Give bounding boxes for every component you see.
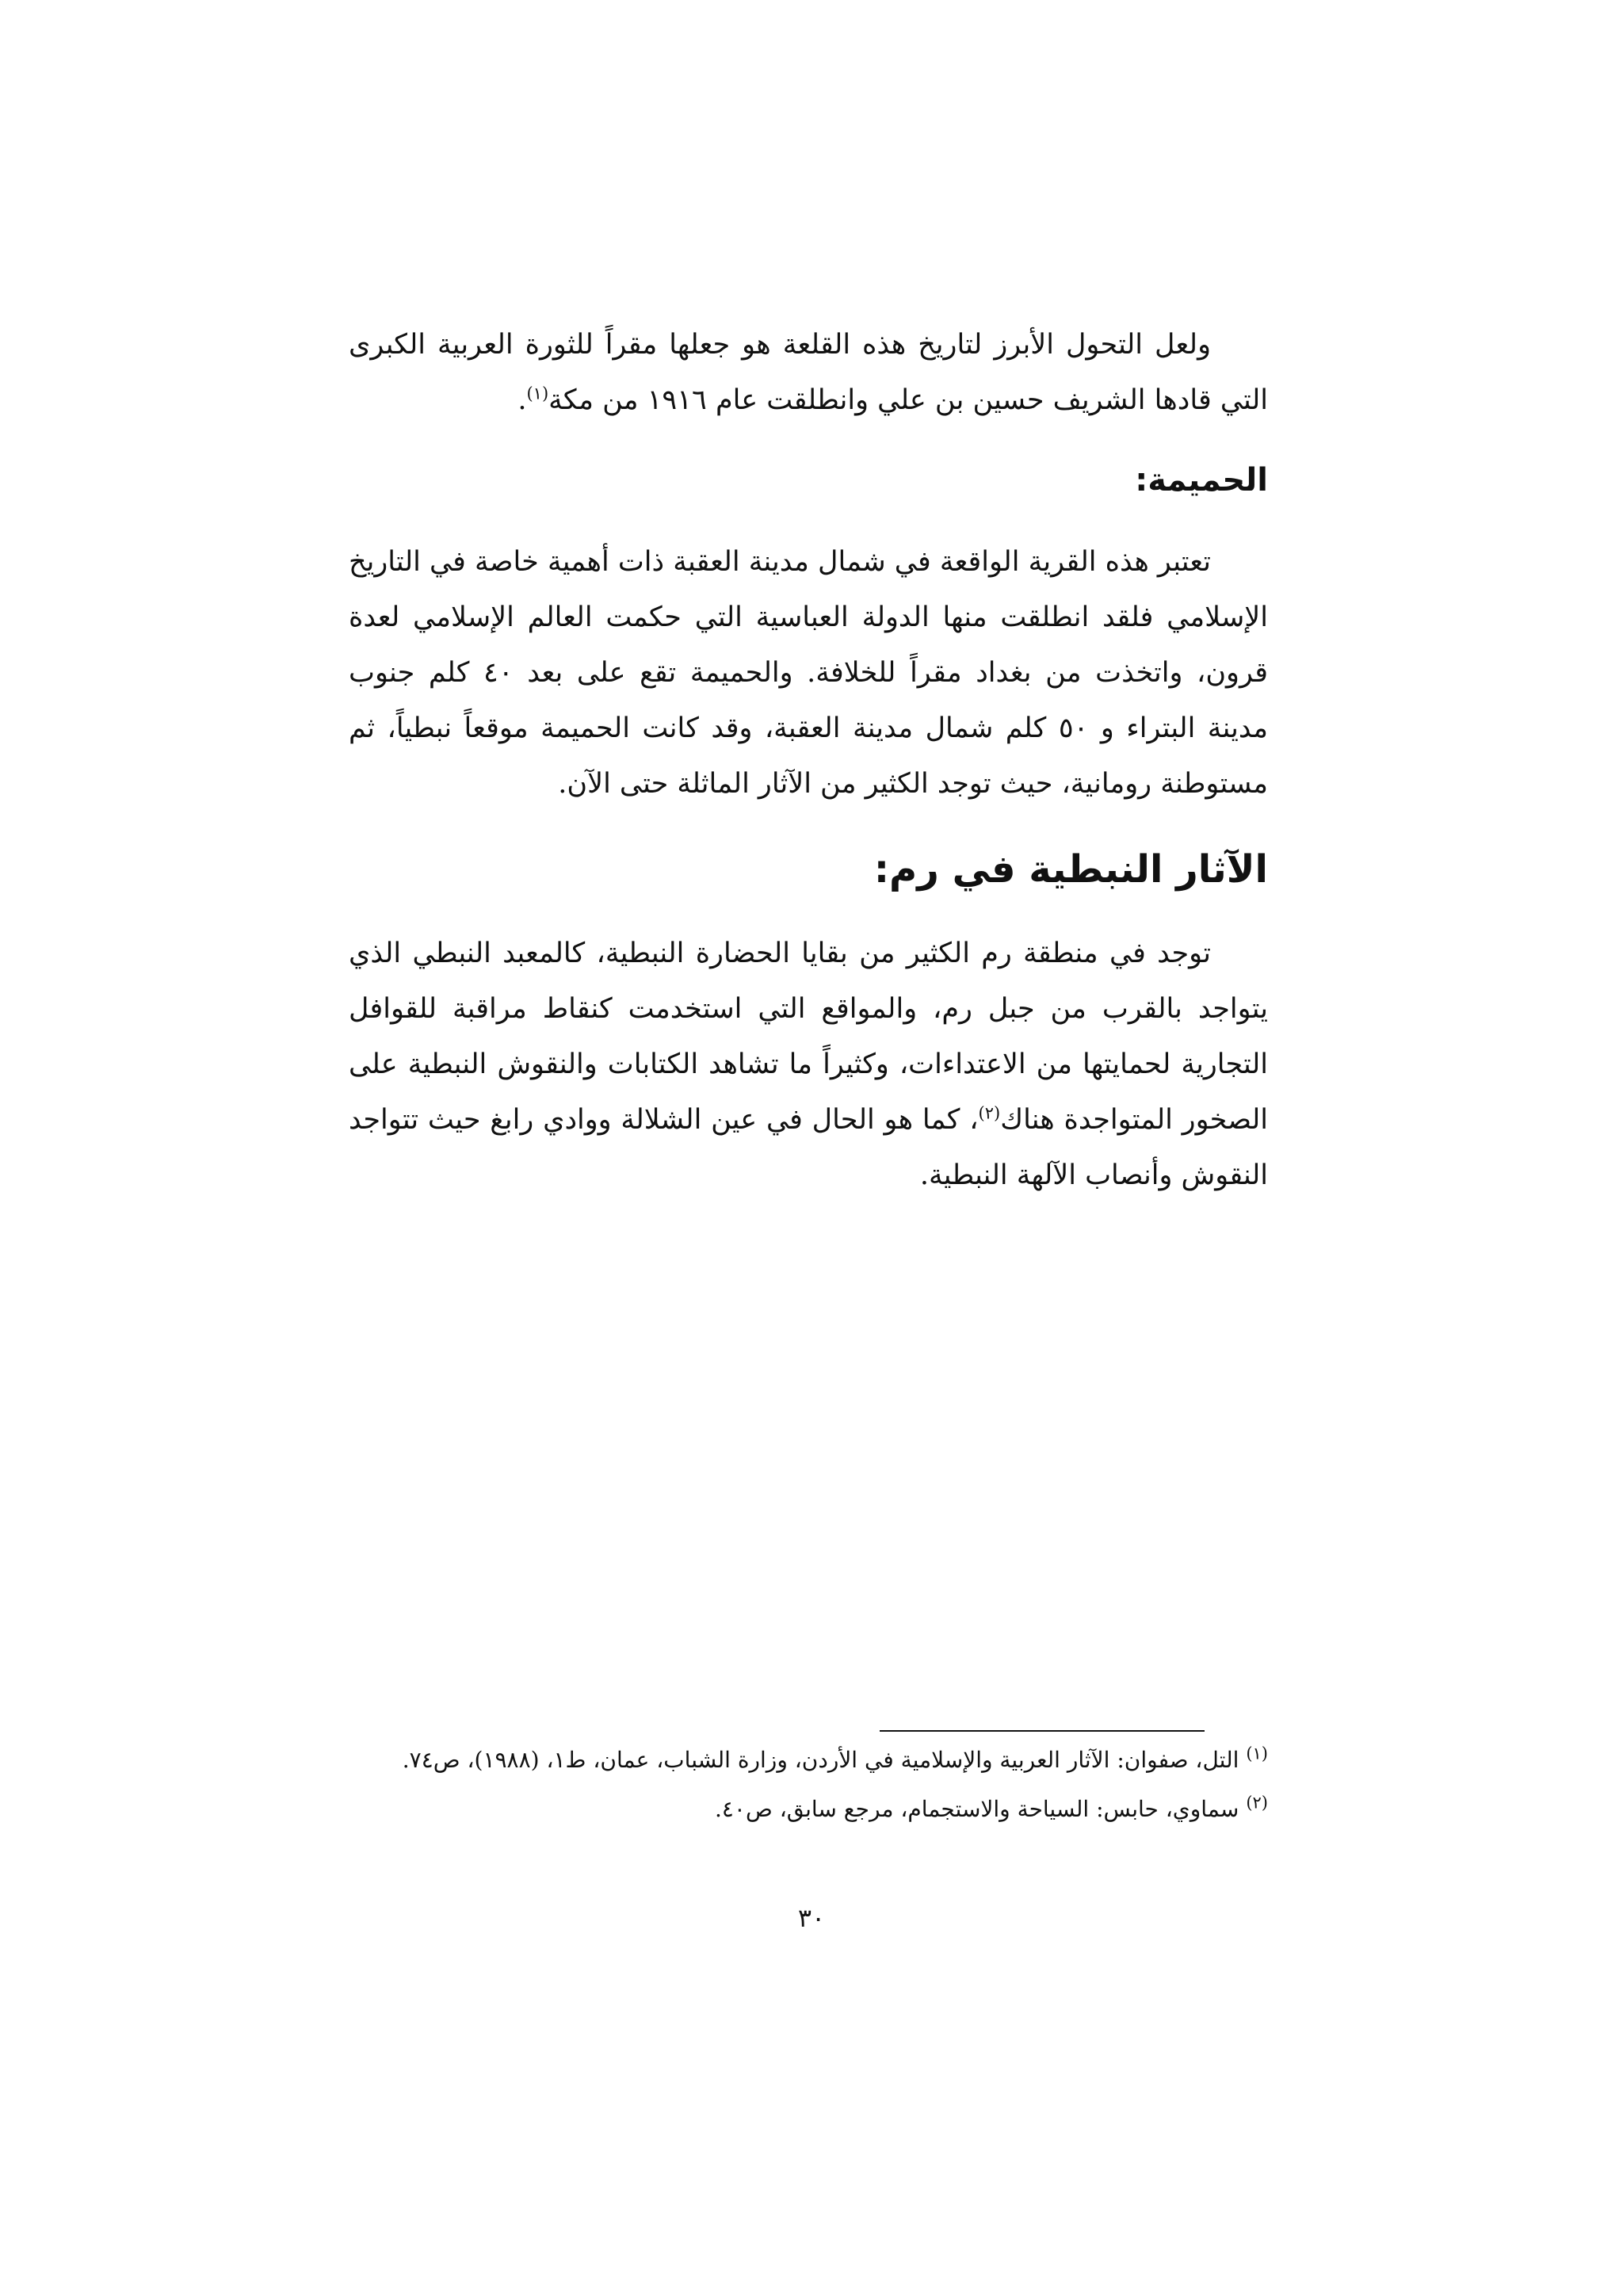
footnote-ref-1: (١) <box>526 384 549 403</box>
footnote-2 <box>349 1789 1268 1830</box>
page-body <box>349 317 1268 1203</box>
footnote-marker-2: (٢) <box>1246 1793 1268 1813</box>
paragraph-revolt-tail: . <box>517 384 527 416</box>
paragraph-nabataean <box>349 926 1268 1203</box>
footnote-1 <box>349 1740 1268 1781</box>
footnote-text-1: التل، صفوان: الآثار العربية والإسلامية في الأردن، وزارة الشباب، عمان، ط١، (١٩٨٨)، ص٧٤. <box>402 1747 1239 1773</box>
footnotes <box>349 1740 1268 1830</box>
footnote-divider <box>880 1730 1205 1732</box>
page-number: ٣٠ <box>797 1903 826 1933</box>
heading-humaima: الحميمة: <box>1135 462 1268 499</box>
footnote-text-2: سماوي، حابس: السياحة والاستجمام، مرجع سابق، ص٤٠. <box>714 1796 1239 1822</box>
paragraph-revolt-text: ولعل التحول الأبرز لتاريخ هذه القلعة هو جعلها مقراً للثورة العربية الكبرى التي قادها الشريف حسين بن علي وانطلقت عام ١٩١٦ من مكة <box>349 329 1268 416</box>
footnote-ref-2: (٢) <box>978 1103 1001 1123</box>
paragraph-humaima: تعتبر هذه القرية الواقعة في شمال مدينة العقبة ذات أهمية خاصة في التاريخ الإسلامي فلقد انطلقت منها الدولة العباسية التي حكمت العالم الإسلامي لعدة قرون، واتخذت من بغداد مقراً للخلافة. والحميمة تقع على بعد ٤٠ كلم جنوب مدينة البتراء و ٥٠ كلم شمال مدينة العقبة، وقد كانت الحميمة موقعاً نبطياً، ثم مستوطنة رومانية، حيث توجد الكثير من الآثار الماثلة حتى الآن. <box>349 546 1268 800</box>
paragraph-nabataean-text-before: توجد في منطقة رم الكثير من بقايا الحضارة النبطية، كالمعبد النبطي الذي يتواجد بالقرب من جبل رم، والمواقع التي استخدمت كنقاط مراقبة للقوافل التجارية لحمايتها من الاعتداءات، وكثيراً ما تشاهد الكتابات والنقوش النبطية على الصخور المتواجدة هناك <box>349 938 1268 1136</box>
paragraph-revolt <box>349 317 1268 428</box>
heading-nabataean-rum: الآثار النبطية في رم: <box>873 847 1268 892</box>
footnote-marker-1: (١) <box>1246 1744 1268 1763</box>
paragraph-nabataean-text-after: ، كما هو الحال في عين الشلالة ووادي رابغ حيث تتواجد النقوش وأنصاب الآلهة النبطية. <box>349 1104 1268 1191</box>
